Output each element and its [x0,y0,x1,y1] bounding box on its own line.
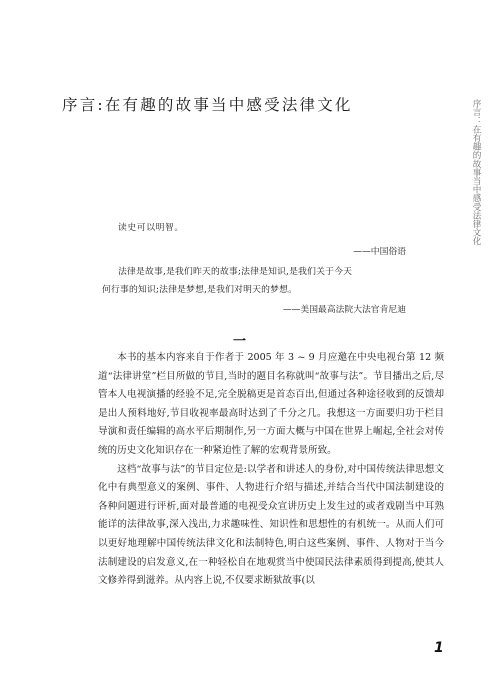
body-text [98,349,444,591]
epigraph-1-source: ——中国俗语 [353,247,406,257]
page-title: 序言:在有趣的故事当中感受法律文化 [62,96,353,114]
epigraph-2-source: ——美国最高法院大法官肯尼迪 [282,305,406,315]
section-number: 一 [233,334,247,349]
paragraph-2: 这档“故事与法”的节目定位是:以学者和讲述人的身份,对中国传统法律思想文化中有典型意义的案例、事件、人物进行介绍与描述,并结合当代中国法制建设的各种问题进行评析,面对最普通的电视受众宣讲历史上发生过的或者戏剧当中耳熟能详的法律故事,深入浅出,力求趣味性、知识性和思想性的有机统一。从而人们可以更好地理解中国传统法律文化和法制特色,明白这些案例、事件、人物对于当今法制建设的启发意义,在一种轻松自在地观赏当中使国民法律素质得到提高,使其人文修养得到滋养。从内容上说,不仅要求断狱故事(以 [98,463,444,587]
running-header: 序言：在有趣的故事当中感受法律文化 [471,99,481,246]
page-number: 1 [434,640,444,656]
epigraph-2-line-1: 法律是故事,是我们昨天的故事;法律是知识,是我们关于今天 [118,267,353,277]
paragraph-1: 本书的基本内容来自于作者于 2005 年 3 ~ 9 月应邀在中央电视台第 12 频道“法律讲堂”栏目所做的节目,当时的题目名称就叫“故事与法”。节目播出之后,尽管本人电视演播的经验不足,完全脱稿更是首态百出,但通过各种途径收到的反馈却是出人预料地好,节目收视率最高时达到了千分之几。我想这一方面要归功于栏目导演和责任编辑的高水平后期制作,另一方面大概与中国在世界上崛起,全社会对传统的历史文化知识存在一种紧迫性了解的宏观背景所致。 [98,352,444,456]
epigraph-2-line-2: 何行事的知识;法律是梦想,是我们对明天的梦想。 [102,285,298,295]
epigraph-1-line-1: 读史可以明智。 [118,223,184,233]
